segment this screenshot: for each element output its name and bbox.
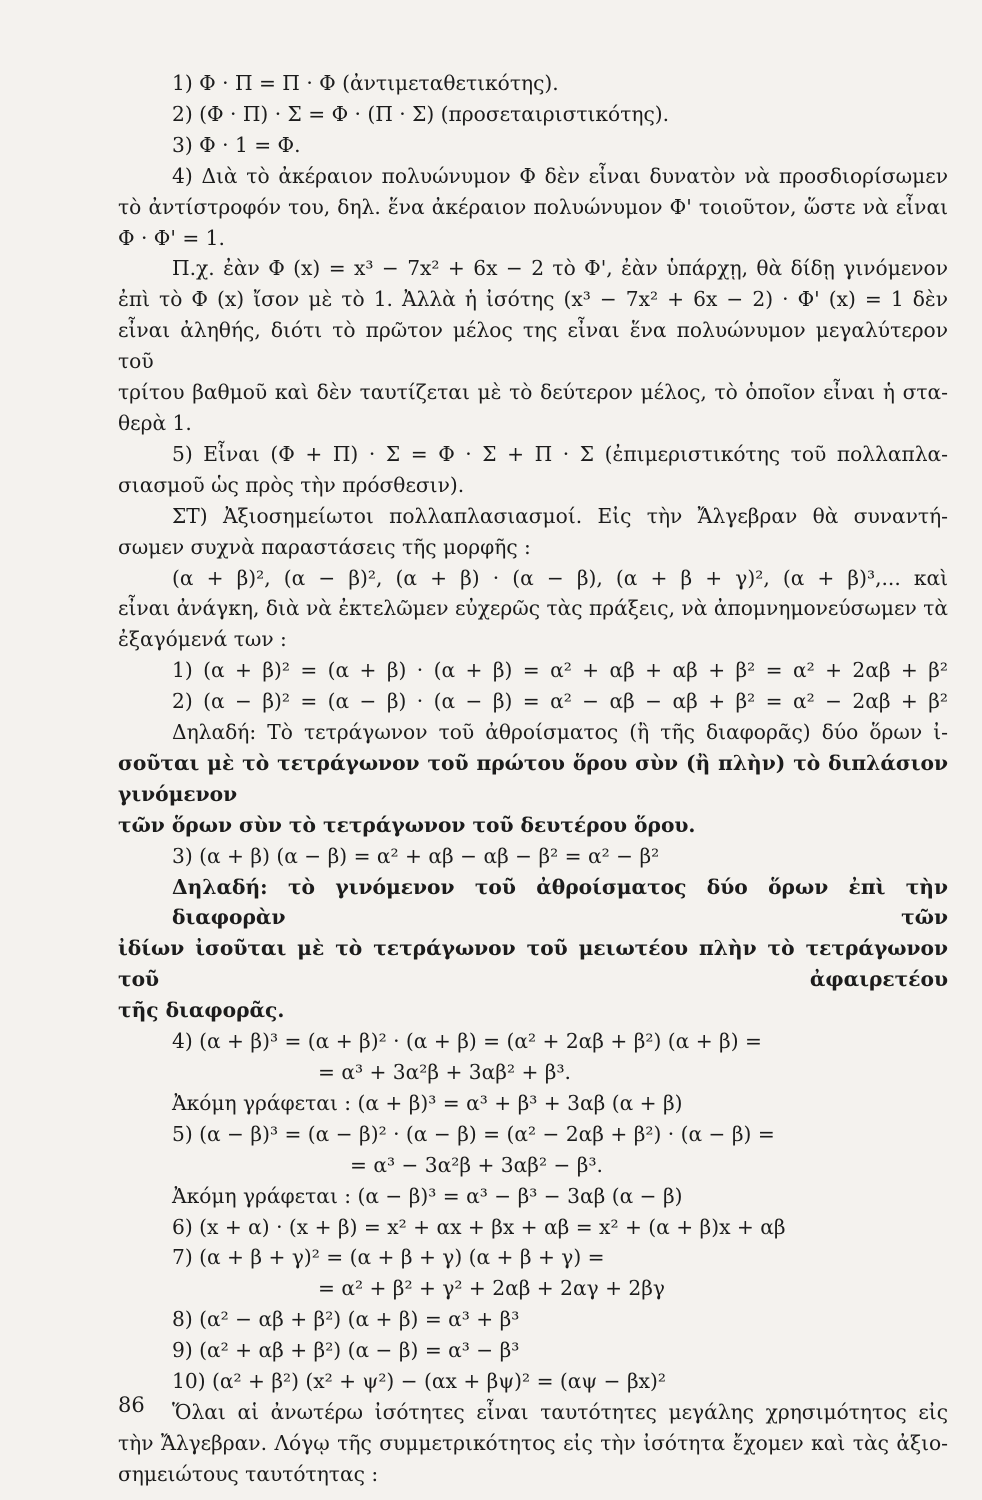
text-line: θερὰ 1. bbox=[118, 410, 192, 435]
text-line: 1) Φ · Π = Π · Φ (ἀντιμεταθετικότης). bbox=[172, 71, 559, 95]
text-line: σημειώτους ταυτότητας : bbox=[118, 1461, 379, 1486]
text-line: Ἀκόμη γράφεται : (α + β)³ = α³ + β³ + 3αβ (α + β) bbox=[172, 1090, 683, 1115]
page-number: 86 bbox=[118, 1393, 145, 1417]
text-line: ἰδίων ἰσοῦται μὲ τὸ τετράγωνον τοῦ μειωτέου πλὴν τὸ τετράγωνον τοῦ ἀφαιρετέου bbox=[118, 936, 948, 992]
text-line: 6) (x + α) · (x + β) = x² + αx + βx + αβ = x² + (α + β)x + αβ bbox=[172, 1214, 786, 1239]
text-line: = α³ − 3α²β + 3αβ² − β³. bbox=[350, 1152, 603, 1177]
text-line: ΣΤ) Ἀξιοσημείωτοι πολλαπλασιασμοί. Εἰς τὴν Ἄλγεβραν θὰ συναντή- bbox=[172, 503, 948, 528]
text-line: Ἀκόμη γράφεται : (α − β)³ = α³ − β³ − 3αβ (α − β) bbox=[172, 1183, 683, 1208]
text-line: 9) (α² + αβ + β²) (α − β) = α³ − β³ bbox=[172, 1338, 520, 1363]
text-line: τὴν Ἄλγεβραν. Λόγῳ τῆς συμμετρικότητος εἰς τὴν ἰσότητα ἔχομεν καὶ τὰς ἀξιο- bbox=[118, 1430, 948, 1455]
text-line: = α² + β² + γ² + 2αβ + 2αγ + 2βγ bbox=[318, 1276, 665, 1301]
text-line: 5) Εἶναι (Φ + Π) · Σ = Φ · Σ + Π · Σ (ἐπιμεριστικότης τοῦ πολλαπλα- bbox=[172, 441, 948, 466]
text-line: Δηλαδή: Τὸ τετράγωνον τοῦ ἀθροίσματος (ἢ τῆς διαφορᾶς) δύο ὅρων ἰ- bbox=[172, 720, 948, 745]
text-line: Δηλαδή: τὸ γινόμενον τοῦ ἀθροίσματος δύο ὅρων ἐπὶ τὴν διαφορὰν τῶν bbox=[172, 874, 948, 930]
text-line: 5) (α − β)³ = (α − β)² · (α − β) = (α² − 2αβ + β²) · (α − β) = bbox=[172, 1121, 775, 1146]
text-line: 3) Φ · 1 = Φ. bbox=[172, 132, 301, 157]
text-line: σωμεν συχνὰ παραστάσεις τῆς μορφῆς : bbox=[118, 534, 531, 559]
text-line: 8) (α² − αβ + β²) (α + β) = α³ + β³ bbox=[172, 1307, 520, 1332]
text-line: 4) Διὰ τὸ ἀκέραιον πολυώνυμον Φ δὲν εἶναι δυνατὸν νὰ προσδιορίσωμεν bbox=[172, 163, 948, 188]
text-line: 2) (α − β)² = (α − β) · (α − β) = α² − αβ − αβ + β² = α² − 2αβ + β² bbox=[172, 689, 948, 714]
text-line: 2) (Φ · Π) · Σ = Φ · (Π · Σ) (προσεταιριστικότης). bbox=[172, 101, 670, 126]
text-line: ἐπὶ τὸ Φ (x) ἴσον μὲ τὸ 1. Ἀλλὰ ἡ ἰσότης (x³ − 7x² + 6x − 2) · Φ' (x) = 1 δὲν bbox=[118, 287, 948, 312]
text-line: = α³ + 3α²β + 3αβ² + β³. bbox=[318, 1060, 571, 1084]
text-line: 7) (α + β + γ)² = (α + β + γ) (α + β + γ) = bbox=[172, 1245, 605, 1270]
text-line: εἶναι ἀνάγκη, διὰ νὰ ἐκτελῶμεν εὐχερῶς τὰς πράξεις, νὰ ἀπομνημονεύσωμεν τὰ bbox=[118, 596, 948, 621]
text-line: ἐξαγόμενά των : bbox=[118, 627, 287, 652]
text-line: 1) (α + β)² = (α + β) · (α + β) = α² + αβ + αβ + β² = α² + 2αβ + β² bbox=[172, 658, 948, 683]
text-line: τὸ ἀντίστροφόν του, δηλ. ἕνα ἀκέραιον πολυώνυμον Φ' τοιοῦτον, ὥστε νὰ εἶναι bbox=[118, 194, 948, 219]
text-line: σιασμοῦ ὡς πρὸς τὴν πρόσθεσιν). bbox=[118, 472, 465, 497]
text-line: Π.χ. ἐὰν Φ (x) = x³ − 7x² + 6x − 2 τὸ Φ', ἐὰν ὑπάρχῃ, θὰ δίδῃ γινόμενον bbox=[172, 256, 948, 281]
text-line: 4) (α + β)³ = (α + β)² · (α + β) = (α² + 2αβ + β²) (α + β) = bbox=[172, 1029, 762, 1054]
text-line: Ὅλαι αἱ ἀνωτέρω ἰσότητες εἶναι ταυτότητες μεγάλης χρησιμότητος εἰς bbox=[172, 1399, 948, 1424]
text-line: 10) (α² + β²) (x² + ψ²) − (αx + βψ)² = (αψ − βx)² bbox=[172, 1369, 667, 1394]
text-body bbox=[118, 68, 948, 1490]
text-line: (α + β)², (α − β)², (α + β) · (α − β), (α + β + γ)², (α + β)³,... καὶ bbox=[172, 565, 948, 590]
text-line: σοῦται μὲ τὸ τετράγωνον τοῦ πρώτου ὅρου σὺν (ἢ πλὴν) τὸ διπλάσιον γινόμενον bbox=[118, 750, 948, 806]
text-line: τρίτου βαθμοῦ καὶ δὲν ταυτίζεται μὲ τὸ δεύτερον μέλος, τὸ ὁποῖον εἶναι ἡ στα- bbox=[118, 380, 948, 405]
text-line: τῆς διαφορᾶς. bbox=[118, 998, 285, 1023]
text-line: 3) (α + β) (α − β) = α² + αβ − αβ − β² = α² − β² bbox=[172, 843, 660, 868]
text-line: Φ · Φ' = 1. bbox=[118, 225, 225, 250]
text-line: τῶν ὅρων σὺν τὸ τετράγωνον τοῦ δευτέρου ὅρου. bbox=[118, 812, 696, 837]
text-line: εἶναι ἀληθής, διότι τὸ πρῶτον μέλος της εἶναι ἕνα πολυώνυμον μεγαλύτερον τοῦ bbox=[118, 318, 948, 374]
